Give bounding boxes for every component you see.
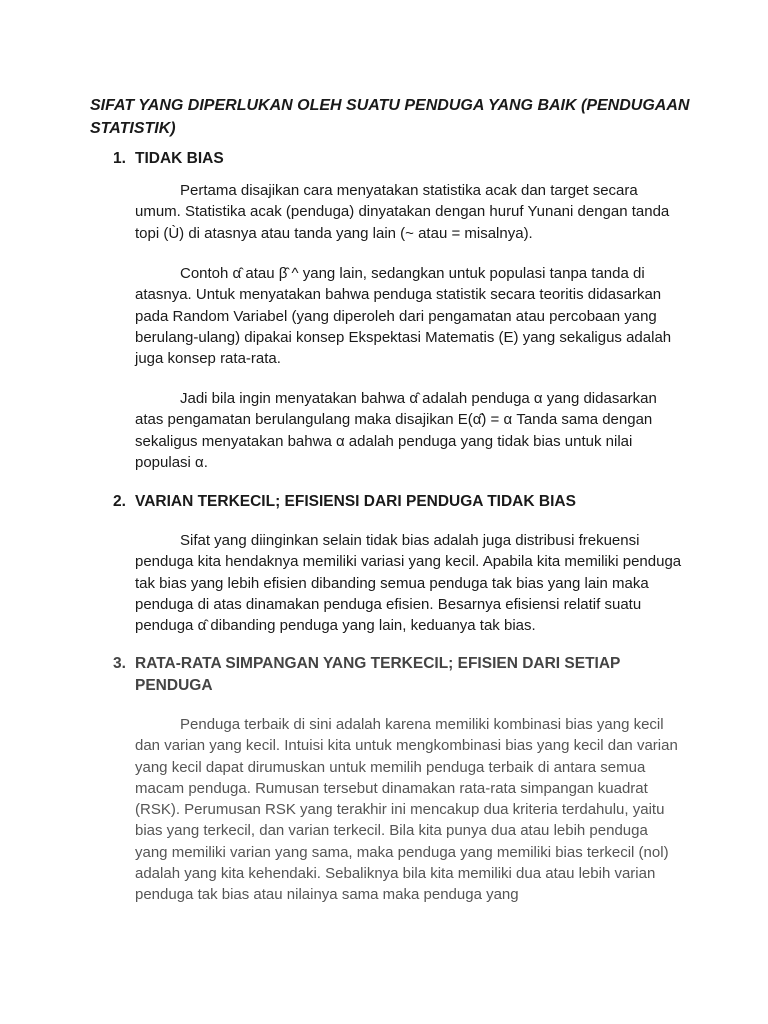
section-1-paragraph-1 <box>135 180 683 244</box>
section-3-heading <box>113 653 693 697</box>
section-number: 3. <box>113 655 126 672</box>
section-2-heading <box>113 491 693 513</box>
section-1-paragraph-2 <box>135 263 683 369</box>
section-heading-text: RATA-RATA SIMPANGAN YANG TERKECIL; EFISIEN DARI SETIAP PENDUGA <box>135 655 621 694</box>
document-title: SIFAT YANG DIPERLUKAN OLEH SUATU PENDUGA YANG BAIK (PENDUGAAN STATISTIK) <box>90 97 690 137</box>
section-1-heading <box>113 148 693 170</box>
section-heading-text: TIDAK BIAS <box>135 150 224 167</box>
paragraph-text: Contoh α̂ atau β̂ ^ yang lain, sedangkan untuk populasi tanpa tanda di atasnya. Untuk menyatakan bahwa penduga statistik secara teoritis didasarkan pada Random Variabel (yang diperoleh dari pengamatan atau percobaan yang berulang-ulang) dipakai konsep Ekspektasi Matematis (E) yang sekaligus adalah juga konsep rata-rata. <box>135 265 672 368</box>
paragraph-text: Penduga terbaik di sini adalah karena memiliki kombinasi bias yang kecil dan varian yang kecil. Intuisi kita untuk mengkombinasi bias yang kecil dan varian yang kecil dapat dirumuskan untuk memilih penduga terbaik di antara semua macam penduga. Rumusan tersebut dinamakan rata-rata simpangan kuadrat (RSK). Perumusan RSK yang terakhir ini mencakup dua kriteria terdahulu, yaitu bias yang terkecil, dan varian terkecil. Bila kita punya dua atau lebih penduga yang memiliki varian yang sama, maka penduga yang memiliki bias terkecil (nol) adalah yang kita kehendaki. Sebaliknya bila kita memiliki dua atau lebih varian penduga tak bias atau nilainya sama maka penduga yang <box>135 716 678 904</box>
section-3-paragraph-1 <box>135 714 683 906</box>
paragraph-text: Pertama disajikan cara menyatakan statistika acak dan target secara umum. Statistika acak (penduga) dinyatakan dengan huruf Yunani dengan tanda topi (Ù) di atasnya atau tanda yang lain (~ atau = misalnya). <box>135 182 670 242</box>
paragraph-text: Jadi bila ingin menyatakan bahwa α̂ adalah penduga α yang didasarkan atas pengamatan berulangulang maka disajikan E(α̂) = α Tanda sama dengan sekaligus menyatakan bahwa α adalah penduga yang tidak bias untuk nilai populasi α. <box>135 390 657 471</box>
section-number: 2. <box>113 493 126 510</box>
section-number: 1. <box>113 150 126 167</box>
section-2-paragraph-1 <box>135 530 683 636</box>
section-1-paragraph-3 <box>135 388 683 473</box>
paragraph-text: Sifat yang diinginkan selain tidak bias adalah juga distribusi frekuensi penduga kita hendaknya memiliki variasi yang kecil. Apabila kita memiliki penduga tak bias yang lebih efisien dibanding semua penduga tak bias yang lain maka penduga di atas dinamakan penduga efisien. Besarnya efisiensi relatif suatu penduga α̂ dibanding penduga yang lain, keduanya tak bias. <box>135 532 682 635</box>
section-heading-text: VARIAN TERKECIL; EFISIENSI DARI PENDUGA TIDAK BIAS <box>135 493 576 510</box>
